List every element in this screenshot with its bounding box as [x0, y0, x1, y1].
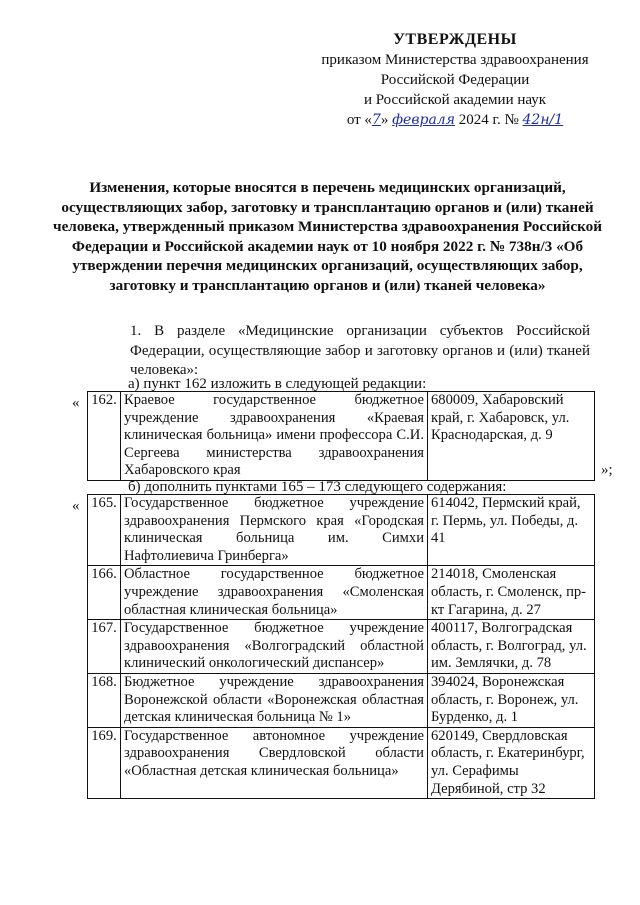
table-row — [88, 566, 595, 620]
table-row — [88, 673, 595, 727]
item-number: 166. — [88, 566, 121, 620]
approval-line-1: приказом Министерства здравоохранения — [321, 52, 589, 68]
approval-line-3: и Российской академии наук — [363, 92, 547, 108]
item-number: 168. — [88, 673, 121, 727]
item-number: 169. — [88, 727, 121, 798]
paragraph-1 — [90, 322, 590, 381]
date-day-handwritten: 7 — [371, 112, 381, 128]
paragraph-1-lead: 1. В разделе «Медицинские организации субъектов Российской Федерации, осуществляющие забор и заготовку органов и (или) тканей человека»: — [130, 323, 590, 378]
quote-open-a: « — [72, 395, 80, 411]
subitem-a: а) пункт 162 изложить в следующей редакции: — [128, 376, 427, 392]
quote-open-b: « — [72, 498, 80, 514]
organization-name: Государственное автономное учреждение здравоохранения Свердловской области «Областная детская клиническая больница» — [121, 727, 428, 798]
date-month-handwritten: февраля — [392, 112, 455, 128]
table-row — [88, 392, 595, 481]
date-prefix: от « — [346, 112, 372, 128]
organization-address: 400117, Волгоградская область, г. Волгоград, ул. им. Землячки, д. 78 — [428, 620, 595, 674]
table-b — [87, 494, 595, 799]
approval-date-line — [300, 110, 610, 130]
organization-address: 394024, Воронежская область, г. Воронеж, ул. Бурденко, д. 1 — [428, 673, 595, 727]
date-year: 2024 г. № — [458, 112, 519, 128]
organization-name: Государственное бюджетное учреждение здравоохранения «Волгоградский областной клинический онкологический диспансер» — [121, 620, 428, 674]
approval-block — [300, 30, 610, 130]
organization-name: Областное государственное бюджетное учреждение здравоохранения «Смоленская областная клиническая больница» — [121, 566, 428, 620]
item-number: 165. — [88, 495, 121, 566]
organization-address: 614042, Пермский край, г. Пермь, ул. Победы, д. 41 — [428, 495, 595, 566]
item-number: 167. — [88, 620, 121, 674]
approval-heading: УТВЕРЖДЕНЫ — [393, 31, 517, 48]
quote-close-a: »; — [601, 462, 613, 478]
table-row — [88, 727, 595, 798]
organization-name: Государственное бюджетное учреждение здравоохранения Пермского края «Городская клиническая больница им. Симхи Нафтолиевича Гринберга» — [121, 495, 428, 566]
subitem-b: б) дополнить пунктами 165 – 173 следующего содержания: — [128, 479, 507, 495]
table-row — [88, 620, 595, 674]
table-a — [87, 391, 595, 481]
document-title: Изменения, которые вносятся в перечень медицинских организаций, осуществляющих забор, заготовку и трансплантацию органов и (или) тканей человека, утвержденный приказом Министерства здравоохранения Российской Федерации и Российской академии наук от 10 ноября 2022 г. № 738н/3 «Об утверждении перечня медицинских организаций, осуществляющих забор, заготовку и трансплантацию органов и (или) тканей человека» — [53, 179, 602, 294]
organization-address: 620149, Свердловская область, г. Екатеринбург, ул. Серафимы Дерябиной, стр 32 — [428, 727, 595, 798]
approval-line-2: Российской Федерации — [380, 72, 530, 88]
date-close: » — [380, 112, 389, 128]
order-number-handwritten: 42н/1 — [522, 112, 564, 128]
organization-address: 214018, Смоленская область, г. Смоленск, пр-кт Гагарина, д. 27 — [428, 566, 595, 620]
item-number: 162. — [88, 392, 121, 481]
table-row — [88, 495, 595, 566]
organization-address: 680009, Хабаровский край, г. Хабаровск, ул. Краснодарская, д. 9 — [428, 392, 595, 481]
organization-name: Краевое государственное бюджетное учреждение здравоохранения «Краевая клиническая больница» имени профессора С.И. Сергеева министерства здравоохранения Хабаровского края — [121, 392, 428, 481]
organization-name: Бюджетное учреждение здравоохранения Воронежской области «Воронежская областная детская клиническая больница № 1» — [121, 673, 428, 727]
